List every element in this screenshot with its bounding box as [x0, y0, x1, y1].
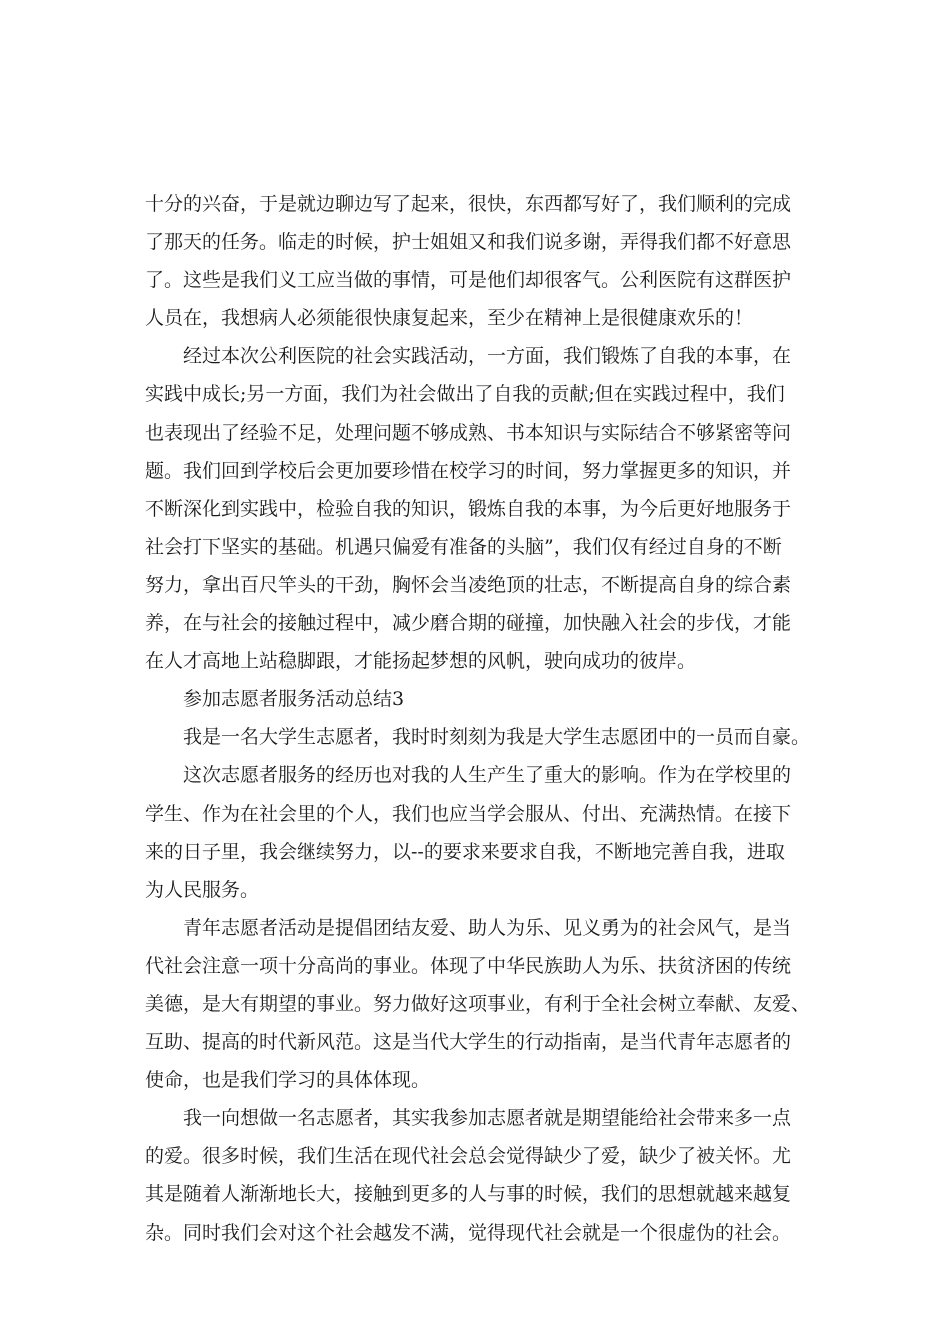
- text-line: 不断深化到实践中，检验自我的知识，锻炼自我的本事，为今后更好地服务于: [145, 497, 792, 520]
- text-line: 了。这些是我们义工应当做的事情，可是他们却很客气。公利医院有这群医护: [145, 269, 792, 292]
- paragraph-first-line: 我是一名大学生志愿者，我时时刻刻为我是大学生志愿团中的一员而自豪。: [183, 726, 811, 749]
- text-line: 互助、提高的时代新风范。这是当代大学生的行动指南，是当代青年志愿者的: [145, 1031, 792, 1054]
- text-line: 养，在与社会的接触过程中，减少磨合期的碰撞，加快融入社会的步伐，才能: [145, 612, 792, 635]
- text-line: 为人民服务。: [145, 878, 260, 901]
- text-line: 十分的兴奋，于是就边聊边写了起来，很快，东西都写好了，我们顺利的完成: [145, 193, 792, 215]
- text-line: 使命，也是我们学习的具体体现。: [145, 1069, 431, 1092]
- text-line: 来的日子里，我会继续努力，以--的要求来要求自我，不断地完善自我，进取: [145, 840, 785, 863]
- text-line: 努力，拿出百尺竿头的干劲，胸怀会当凌绝顶的壮志，不断提高自身的综合素: [145, 573, 792, 596]
- text-line: 实践中成长;另一方面，我们为社会做出了自我的贡献;但在实践过程中，我们: [145, 383, 785, 406]
- text-line: 学生、作为在社会里的个人，我们也应当学会服从、付出、充满热情。在接下: [145, 802, 792, 825]
- text-line: 也表现出了经验不足，处理问题不够成熟、书本知识与实际结合不够紧密等问: [145, 421, 792, 444]
- text-line: 了那天的任务。临走的时候，护士姐姐又和我们说多谢，弄得我们都不好意思: [145, 231, 792, 254]
- text-line: 在人才高地上站稳脚跟，才能扬起梦想的风帆，驶向成功的彼岸。: [145, 650, 697, 673]
- text-line: 其是随着人渐渐地长大，接触到更多的人与事的时候，我们的思想就越来越复: [145, 1183, 792, 1206]
- text-line: 杂。同时我们会对这个社会越发不满，觉得现代社会就是一个很虚伪的社会。: [145, 1221, 792, 1244]
- text-line: 人员在，我想病人必须能很快康复起来，至少在精神上是很健康欢乐的！: [145, 307, 754, 330]
- paragraph-first-line: 我一向想做一名志愿者，其实我参加志愿者就是期望能给社会带来多一点: [183, 1107, 792, 1130]
- text-line: 美德，是大有期望的事业。努力做好这项事业，有利于全社会树立奉献、友爱、: [145, 992, 811, 1015]
- section-heading: 参加志愿者服务活动总结3: [183, 688, 405, 711]
- text-line: 的爱。很多时候，我们生活在现代社会总会觉得缺少了爱，缺少了被关怀。尤: [145, 1145, 792, 1168]
- text-line: 社会打下坚实的基础。机遇只偏爱有准备的头脑”，我们仅有经过自身的不断: [145, 535, 782, 558]
- document-body: [145, 185, 811, 1252]
- paragraph-first-line: 经过本次公利医院的社会实践活动，一方面，我们锻炼了自我的本事，在: [183, 345, 792, 368]
- text-line: 代社会注意一项十分高尚的事业。体现了中华民族助人为乐、扶贫济困的传统: [145, 954, 792, 977]
- paragraph-first-line: 青年志愿者活动是提倡团结友爱、助人为乐、见义勇为的社会风气，是当: [183, 916, 792, 939]
- paragraph-first-line: 这次志愿者服务的经历也对我的人生产生了重大的影响。作为在学校里的: [183, 764, 792, 787]
- text-line: 题。我们回到学校后会更加要珍惜在校学习的时间，努力掌握更多的知识，并: [145, 459, 792, 482]
